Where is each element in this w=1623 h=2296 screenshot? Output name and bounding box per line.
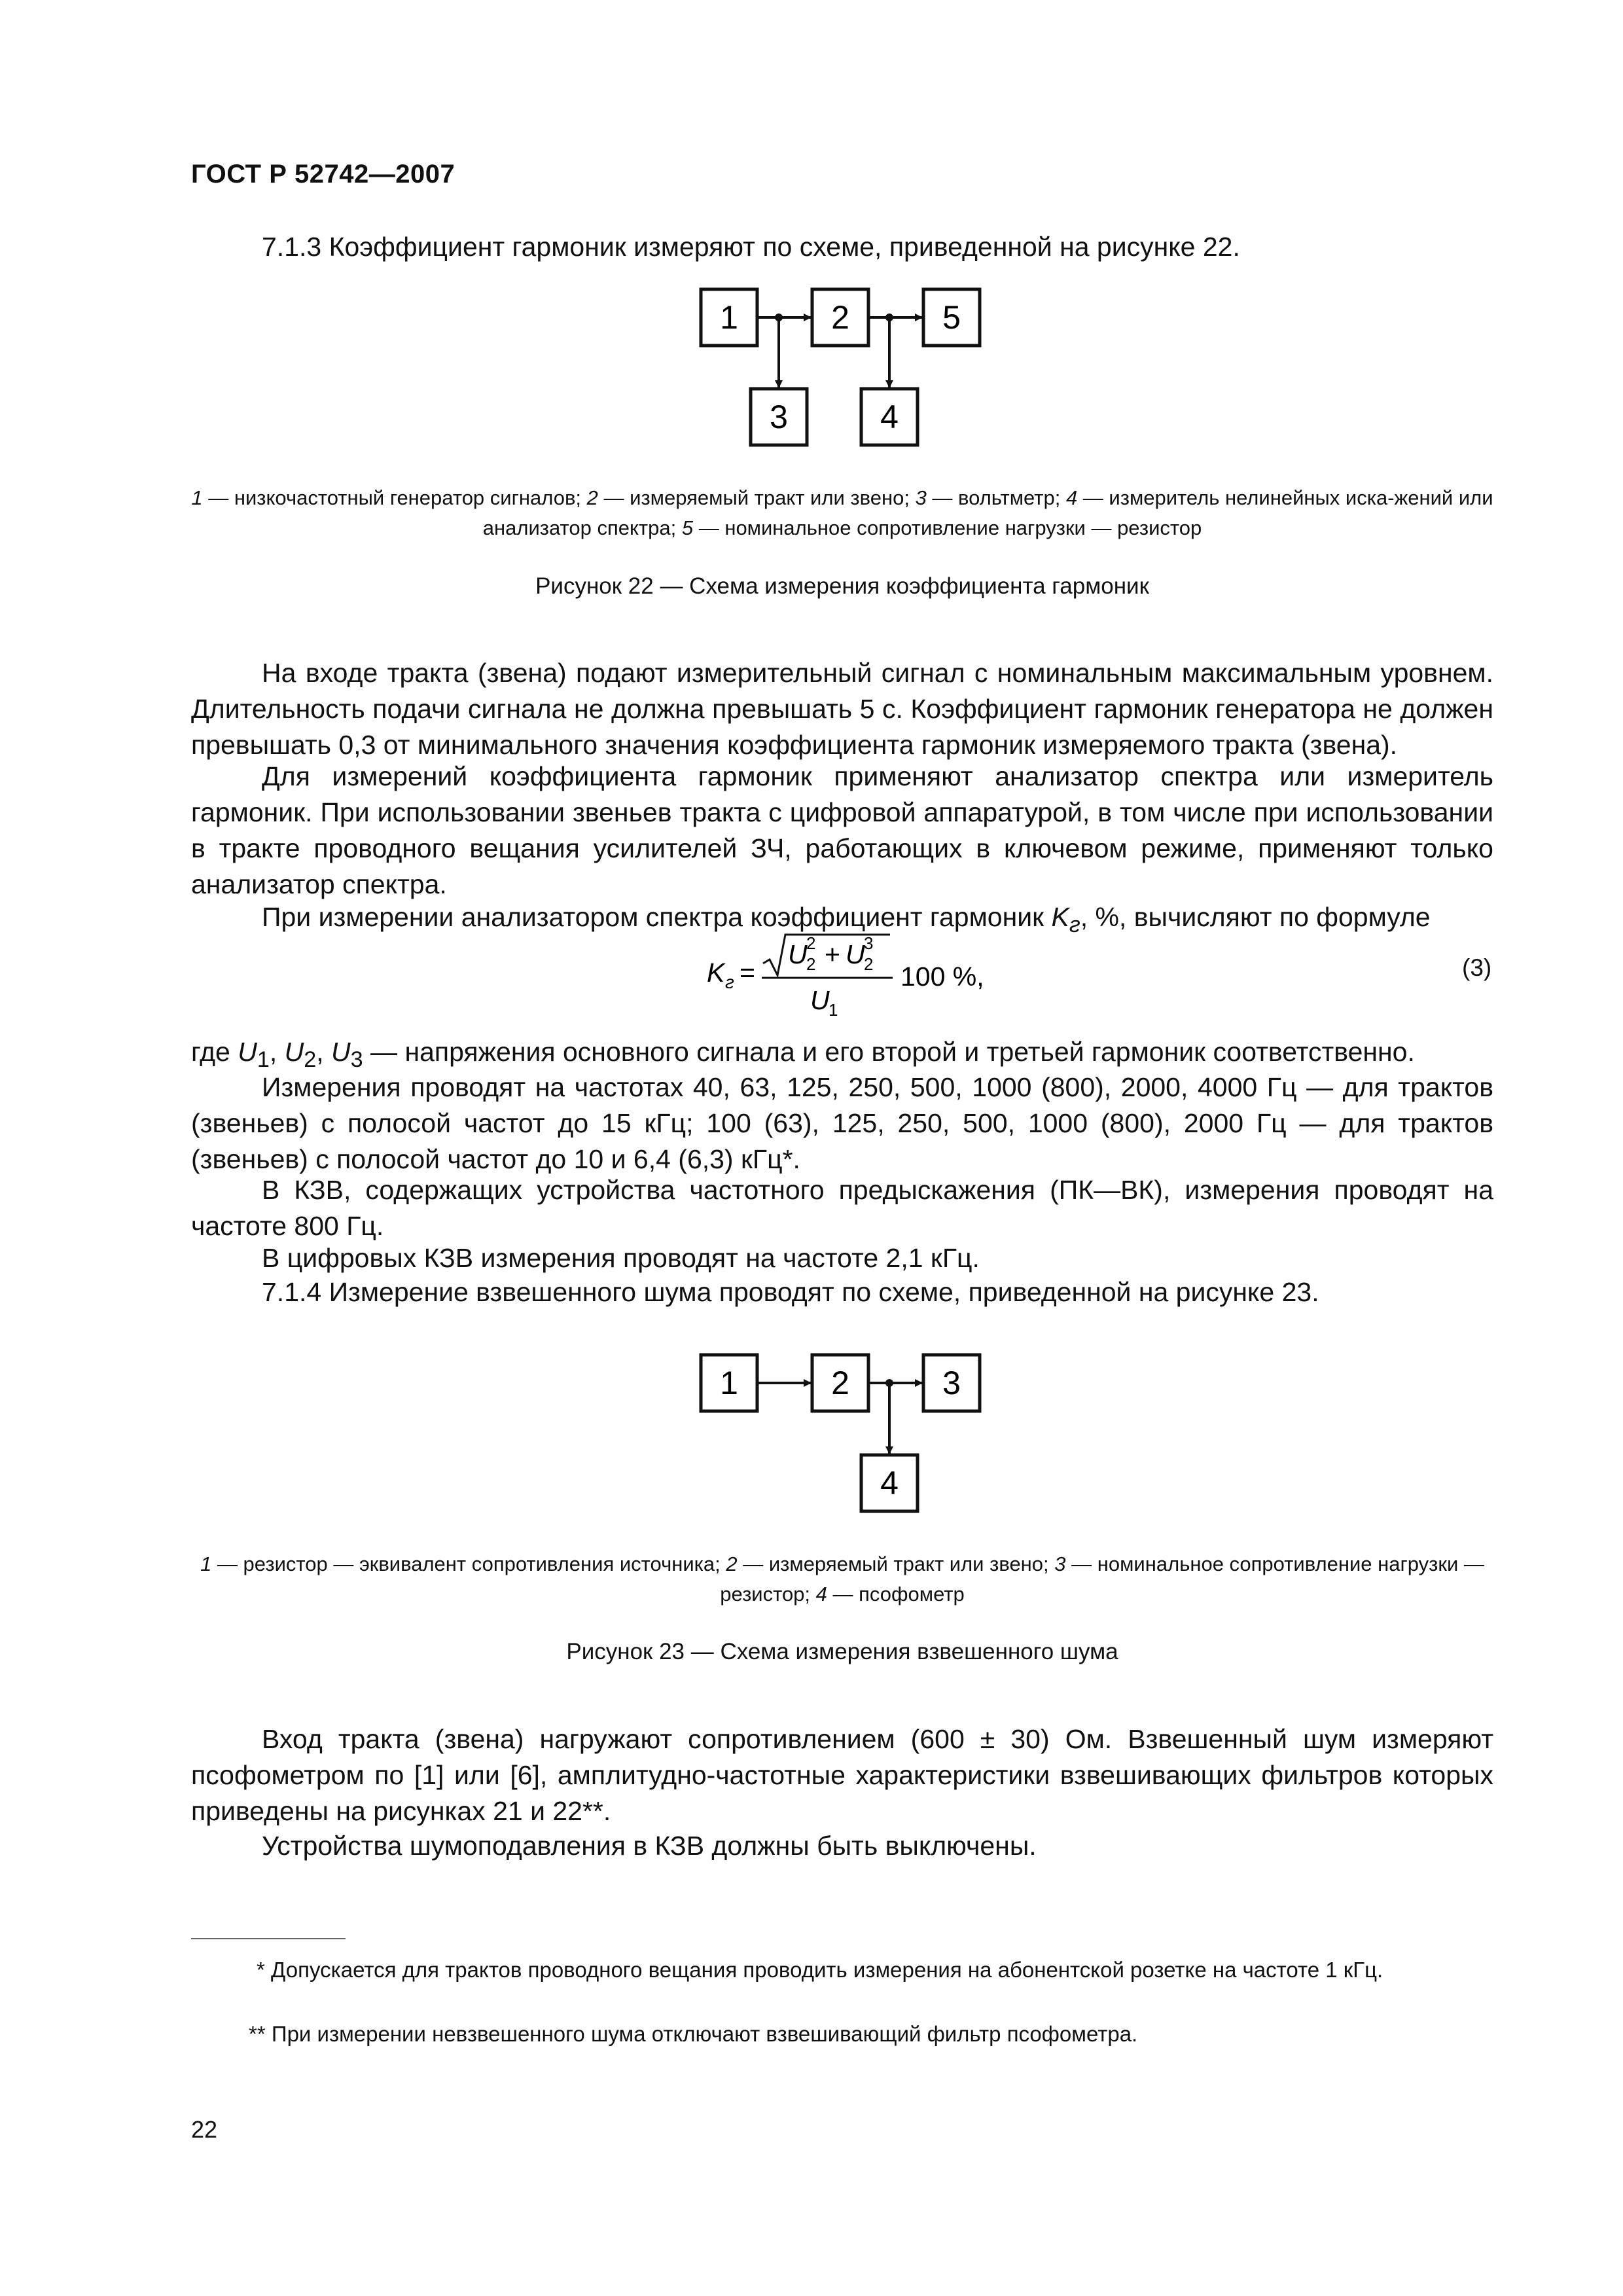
page-number: 22 [191,2116,218,2143]
svg-text:K: K [707,958,725,988]
figure-23-caption: Рисунок 23 — Схема измерения взвешенного шума [566,1639,1118,1664]
fig22-box-4-label: 4 [880,399,899,435]
figure-22-legend: 1 — низкочастотный генератор сигналов; 2 — измеряемый тракт или звено; 3 — вольтметр; 4 — измеритель нелинейных иска-жений или анализатор спектра; 5 — номинальное сопротивление нагрузки — резистор [191,486,1493,539]
svg-text:г: г [725,972,734,992]
fig22-box-2-label: 2 [831,299,849,336]
formula-3 [707,929,1021,1028]
figure-22-caption: Рисунок 22 — Схема измерения коэффициента гармоник [535,573,1149,599]
fig22-box-3-label: 3 [770,399,788,435]
svg-text:3: 3 [864,933,874,953]
fig23-box-2-label: 2 [831,1365,849,1401]
svg-text:U: U [810,985,830,1015]
paragraph-input-signal: На входе тракта (звена) подают измерительный сигнал с номинальным максимальным уровнем. Длительность подачи сигнала не должна превышать 5 с. Коэффициент гармоник генератора не должен превышать 0,3 от минимального значения коэффициента гармоник измеряемого тракта (звена). [191,658,1493,760]
formula-variables-explanation: где $U_1$, $U_2$, $U_3$ — напряжения основного сигнала и его второй и третьей гармоник соответственно. [191,1037,1415,1073]
fig23-box-4-label: 4 [880,1465,899,1501]
paragraph-formula-intro: При измерении анализатором спектра коэффициент гармоник $K_г$, %, вычисляют по формуле [262,902,1431,938]
fig22-box-5-label: 5 [942,299,961,336]
svg-text:+: + [825,939,840,969]
svg-text:U: U [788,939,808,969]
fig23-box-1-label: 1 [720,1365,738,1401]
fig23-box-3-label: 3 [942,1365,961,1401]
svg-text:=: = [740,958,755,988]
svg-text:2: 2 [864,954,874,974]
section-7-1-4-intro: 7.1.4 Измерение взвешенного шума проводят по схеме, приведенной на рисунке 23. [262,1277,1319,1307]
paragraph-frequencies: Измерения проводят на частотах 40, 63, 125, 250, 500, 1000 (800), 2000, 4000 Гц — для трактов (звеньев) с полосой частот до 15 кГц; 100 (63), 125, 250, 500, 1000 (800), 2000 Гц — для трактов (звеньев) с полосой частот до 10 и 6,4 (6,3) кГц*. [191,1072,1493,1174]
document-code-header: ГОСТ Р 52742—2007 [191,160,455,188]
svg-text:2: 2 [806,954,816,974]
paragraph-digital-kzv: В цифровых КЗВ измерения проводят на частоте 2,1 кГц. [262,1243,980,1273]
svg-text:2: 2 [806,933,816,953]
paragraph-noise-reduction: Устройства шумоподавления в КЗВ должны быть выключены. [262,1831,1037,1861]
figure-23-legend: 1 — резистор — эквивалент сопротивления источника; 2 — измеряемый тракт или звено; 3 — номинальное сопротивление нагрузки — резистор; 4 — псофометр [200,1552,1484,1605]
footnote-separator [191,1938,346,1939]
svg-text:U: U [846,939,865,969]
svg-text:100 %,: 100 %, [901,961,984,992]
svg-text:1: 1 [829,1000,838,1020]
paragraph-spectrum-analyzer: Для измерений коэффициента гармоник применяют анализатор спектра или измеритель гармоник. При использовании звеньев тракта с цифровой аппаратурой, в том числе при использовании в тракте проводного вещания усилителей ЗЧ, работающих в ключевом режиме, применяют только анализатор спектра. [191,761,1493,899]
paragraph-psophometer: Вход тракта (звена) нагружают сопротивлением (600 ± 30) Ом. Взвешенный шум измеряют псофометром по [1] или [6], амплитудно-частотные характеристики взвешивающих фильтров которых приведены на рисунках 21 и 22**. [191,1724,1493,1826]
fig22-box-1-label: 1 [720,299,738,336]
section-7-1-3-intro: 7.1.3 Коэффициент гармоник измеряют по схеме, приведенной на рисунке 22. [262,232,1240,262]
footnote-1: * Допускается для трактов проводного вещания проводить измерения на абонентской розетке на частоте 1 кГц. [257,1958,1383,1982]
paragraph-kzv-preemphasis: В КЗВ, содержащих устройства частотного предыскажения (ПК—ВК), измерения проводят на частоте 800 Гц. [191,1175,1493,1241]
footnote-2: ** При измерении невзвешенного шума отключают взвешивающий фильтр псофометра. [249,2022,1138,2046]
equation-number: (3) [1462,954,1492,981]
